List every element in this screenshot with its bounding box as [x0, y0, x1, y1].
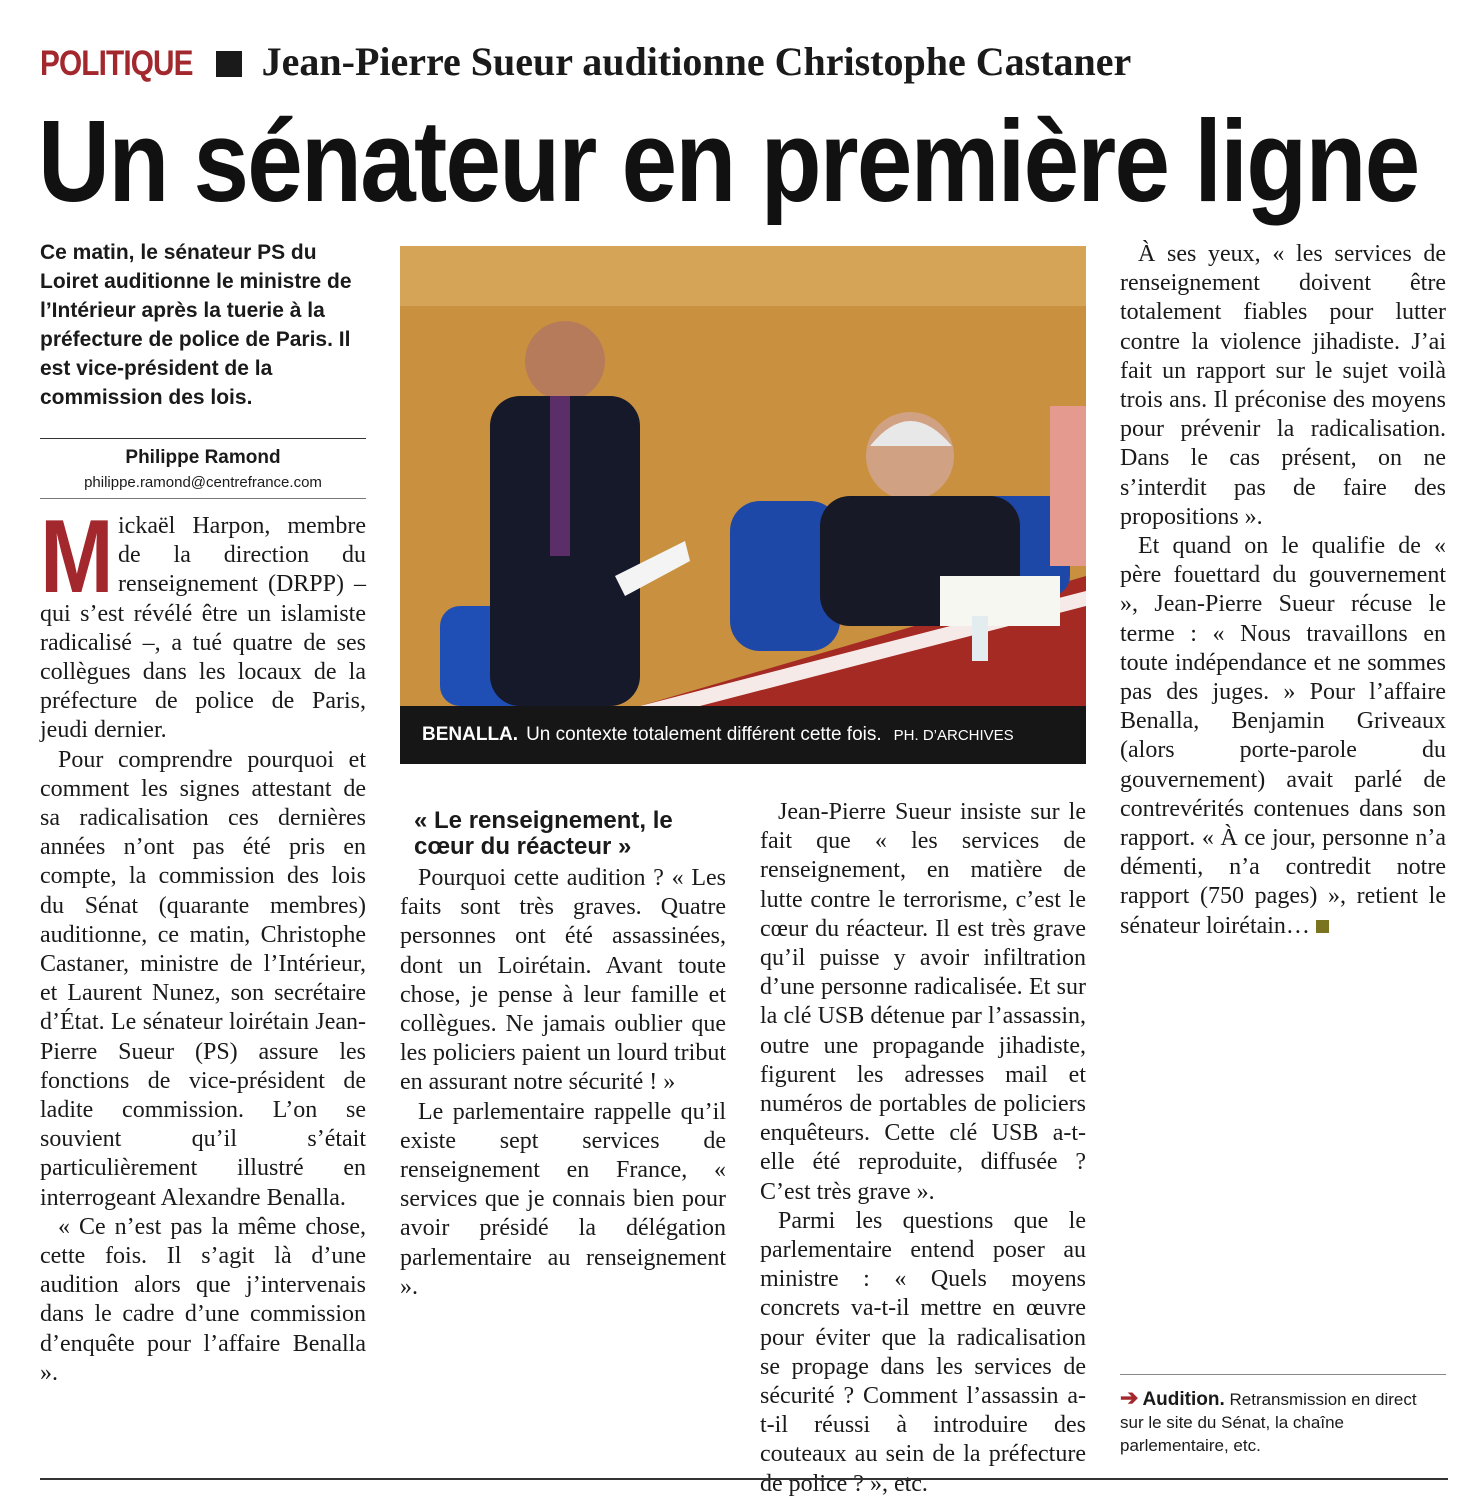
author-name: Philippe Ramond [125, 447, 281, 468]
photo-caption [400, 706, 1086, 764]
kicker-title: Jean-Pierre Sueur auditionne Christophe Castaner [261, 39, 1132, 84]
info-label: Audition. [1142, 1389, 1225, 1410]
article-paragraph-1: Mickaël Harpon, membre de la direction du renseignement (DRPP) – qui s’est révélé être un islamiste radicalisé –, a tué quatre de ses collègues dans les locaux de la préfecture de police de Paris, jeudi dernier. [40, 499, 366, 744]
article-paragraph-2: Pour comprendre pourquoi et comment les signes attestant de sa radicalisation ces dernières années n’ont pas été pris en compte, la commission des lois du Sénat (quarante membres) auditionne, ce matin, Christophe Castaner, ministre de l’Intérieur, et Laurent Nunez, son secrétaire d’État. Le sénateur loirétain Jean-Pierre Sueur (PS) assure les fonctions de vice-président de ladite commission. L’on se souvient qu’il s’était particulièrement illustré en interrogeant Alexandre Benalla. [40, 746, 366, 1211]
arrow-right-icon: ➔ [1120, 1385, 1139, 1410]
article-column-4 [1120, 240, 1446, 1358]
info-divider [1120, 1374, 1446, 1375]
square-bullet-icon [216, 51, 242, 77]
article-paragraph-6: Jean-Pierre Sueur insiste sur le fait que « les services de renseignement, en matière de lutte contre le terrorisme, c’est le cœur du réacteur. Il est très grave qu’il puisse y avoir infiltration d’une personne radicalisée. Et sur la clé USB détenue par l’assassin, outre une propagande jihadiste, figurent les adresses mail et numéros de portables de policiers enquêteurs. Cette clé USB a-t-elle été reproduite, diffusée ? C’est très grave ». [760, 799, 1086, 1205]
article-photo [400, 246, 1086, 706]
lede: Ce matin, le sénateur PS du Loiret auditionne le ministre de l’Intérieur après la tuerie à la préfecture de police de Paris. Il est vice-président de la commission des lois. [40, 241, 352, 409]
byline-divider [40, 438, 366, 439]
article-paragraph-7: Parmi les questions que le parlementaire entend poser au ministre : « Quels moyens concrets va-t-il mettre en œuvre pour éviter que la radicalisation se propage dans les services de sécurité ? Comment l’assassin a-t-il réussi à introduire des couteaux au sein de la préfecture de police ? », etc. [760, 1207, 1086, 1497]
headline: Un sénateur en première ligne [38, 96, 1419, 226]
caption-text: Un contexte totalement différent cette fois. [526, 724, 882, 745]
photo-illustration [400, 246, 1086, 706]
article-paragraph-8: À ses yeux, « les services de renseignement doivent être totalement fiables pour lutter contre la violence jihadiste. J’ai fait un rapport sur le sujet voilà trois ans. Il préconise des moyens pour prévenir la radicalisation. Dans le cas présent, on ne s’interdit pas de faire des propositions ». [1120, 241, 1446, 530]
article-column-3 [760, 798, 1086, 1497]
photo-credit: PH. D’ARCHIVES [893, 727, 1014, 744]
kicker [40, 38, 1131, 88]
article-column-1 [40, 499, 366, 1386]
article-paragraph-3: « Ce n’est pas la même chose, cette fois. Il s’agit là d’une audition alors que j’intervenais dans le cadre d’une commission d’enquête pour l’affaire Benalla ». [40, 1213, 366, 1386]
page-bottom-rule [40, 1478, 1448, 1480]
article-paragraph-4: Pourquoi cette audition ? « Les faits sont très graves. Quatre personnes ont été assassinées, dont un Loirétain. Avant toute chose, je pense à leur famille et collègues. Ne jamais oublier que les policiers paient un lourd tribut en assurant notre sécurité ! » [400, 865, 726, 1096]
section-rubric: POLITIQUE [40, 44, 193, 83]
article-paragraph-9: Et quand on le qualifie de « père fouettard du gouvernement », Jean-Pierre Sueur récuse le terme : « Nous travaillons en toute indépendance et ne sommes pas des juges. » Pour l’affaire Benalla, Benjamin Griveaux (alors porte-parole du gouvernement) avait parlé de contrevérités contenues dans son rapport. « À ce jour, personne n’a démenti, n’a contredit notre rapport (750 pages) », retient le sénateur loirétain… [1120, 533, 1446, 939]
article-column-2 [400, 798, 726, 1468]
end-mark-icon [1316, 920, 1329, 933]
subheading: « Le renseignement, le cœur du réacteur » [414, 807, 673, 860]
author-email: philippe.ramond@centrefrance.com [84, 474, 322, 491]
caption-label: BENALLA. [422, 724, 519, 745]
article-paragraph-5: Le parlementaire rappelle qu’il existe sept services de renseignement en France, « services que je connais bien pour avoir présidé la délégation parlementaire au renseignement ». [400, 1098, 726, 1300]
info-box [1120, 1386, 1440, 1457]
drop-cap: M [40, 499, 114, 615]
info-text: Retransmission en direct sur le site du Sénat, la chaîne parlementaire, etc. [1120, 1390, 1417, 1455]
